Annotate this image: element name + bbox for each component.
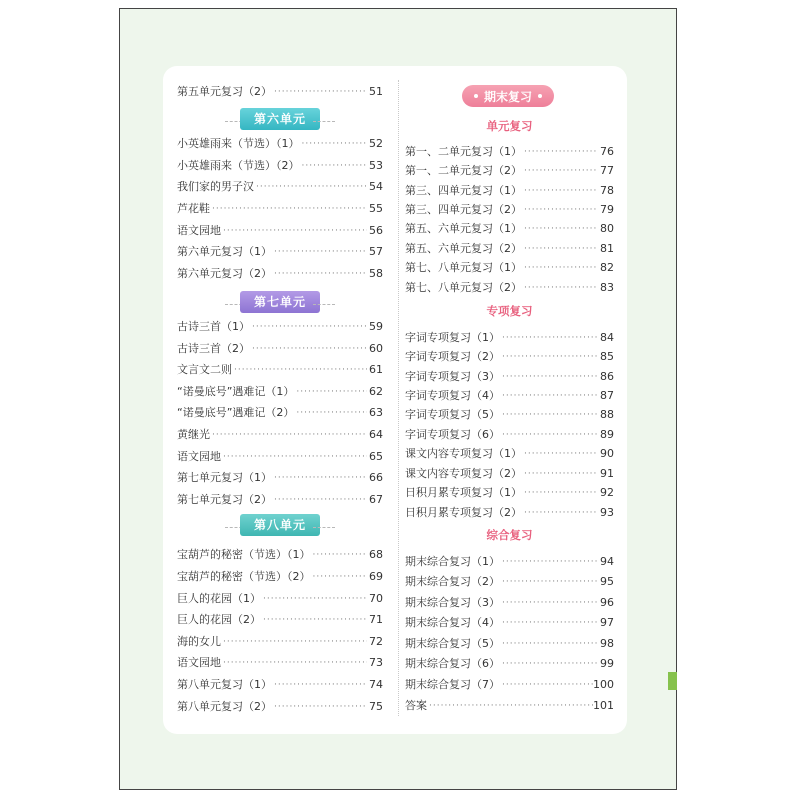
toc-right-column: [405, 0, 614, 800]
dot-leader: [300, 157, 368, 175]
dot-leader: [522, 143, 598, 161]
toc-entry[interactable]: [405, 426, 614, 444]
toc-entry-page: 95: [600, 575, 614, 588]
toc-entry[interactable]: [405, 484, 614, 502]
section-heading: 综合复习: [486, 528, 533, 542]
toc-entry-title: 课文内容专项复习（1）: [405, 447, 522, 460]
toc-entry[interactable]: [405, 573, 614, 591]
toc-entry[interactable]: [177, 200, 383, 218]
toc-entry-page: 99: [600, 657, 614, 670]
toc-entry[interactable]: [177, 546, 383, 564]
toc-entry-title: 第三、四单元复习（2）: [405, 203, 522, 216]
toc-entry[interactable]: [177, 448, 383, 466]
toc-entry-title: 第七单元复习（2）: [177, 493, 272, 506]
toc-entry-title: 宝葫芦的秘密（节选）（1）: [177, 548, 311, 561]
toc-entry-page: 90: [600, 447, 614, 460]
toc-entry[interactable]: [177, 265, 383, 283]
toc-entry-page: 53: [369, 159, 383, 172]
dot-leader: [522, 504, 598, 522]
toc-entry-page: 62: [369, 385, 383, 398]
toc-entry-page: 67: [369, 493, 383, 506]
toc-entry-page: 75: [369, 700, 383, 713]
toc-entry-page: 70: [369, 592, 383, 605]
toc-entry-title: 第一、二单元复习（2）: [405, 164, 522, 177]
unit-title: 第七单元: [240, 291, 320, 313]
dot-leader: [221, 633, 367, 651]
toc-entry-page: 60: [369, 342, 383, 355]
toc-entry-page: 61: [369, 363, 383, 376]
dot-leader: [250, 318, 367, 336]
toc-entry-title: 芦花鞋: [177, 202, 210, 215]
dot-leader: [522, 162, 598, 180]
dot-leader: [232, 361, 367, 379]
dot-leader: [300, 135, 368, 153]
toc-entry-page: 54: [369, 180, 383, 193]
toc-entry-title: 字词专项复习（4）: [405, 389, 500, 402]
dot-leader: [522, 220, 598, 238]
toc-entry-title: 语文园地: [177, 656, 221, 669]
toc-entry[interactable]: [177, 568, 383, 586]
toc-entry-page: 81: [600, 242, 614, 255]
toc-entry[interactable]: [405, 220, 614, 238]
toc-entry[interactable]: [405, 406, 614, 424]
toc-entry-page: 71: [369, 613, 383, 626]
toc-entry-title: 第七、八单元复习（1）: [405, 261, 522, 274]
toc-entry-title: 文言文二则: [177, 363, 232, 376]
toc-entry-title: 日积月累专项复习（2）: [405, 506, 522, 519]
toc-entry-title: 期末综合复习（7）: [405, 678, 500, 691]
toc-entry[interactable]: [405, 465, 614, 483]
toc-entry-title: 巨人的花园（2）: [177, 613, 261, 626]
toc-entry-title: “诺曼底号”遇难记（2）: [177, 406, 295, 419]
dot-leader: [500, 635, 598, 653]
toc-entry[interactable]: [177, 361, 383, 379]
dot-leader: [500, 655, 598, 673]
dot-leader: [261, 590, 367, 608]
toc-entry-title: “诺曼底号”遇难记（1）: [177, 385, 295, 398]
toc-entry[interactable]: [177, 611, 383, 629]
toc-entry-page: 64: [369, 428, 383, 441]
toc-left-column: [177, 0, 383, 800]
toc-entry[interactable]: [405, 259, 614, 277]
toc-entry-page: 73: [369, 656, 383, 669]
toc-entry-title: 语文园地: [177, 450, 221, 463]
dot-leader: [522, 279, 598, 297]
toc-entry-title: 巨人的花园（1）: [177, 592, 261, 605]
toc-entry[interactable]: [177, 157, 383, 175]
toc-entry-title: 宝葫芦的秘密（节选）（2）: [177, 570, 311, 583]
dot-leader: [500, 387, 598, 405]
toc-entry-title: 答案: [405, 699, 427, 712]
toc-entry-title: 第八单元复习（1）: [177, 678, 272, 691]
dot-leader: [500, 594, 598, 612]
toc-entry[interactable]: [177, 404, 383, 422]
toc-entry-page: 59: [369, 320, 383, 333]
toc-entry-title: 第七、八单元复习（2）: [405, 281, 522, 294]
toc-entry-page: 68: [369, 548, 383, 561]
dot-leader: [500, 676, 593, 694]
toc-entry[interactable]: [177, 318, 383, 336]
toc-entry-title: 字词专项复习（6）: [405, 428, 500, 441]
toc-entry-page: 52: [369, 137, 383, 150]
dot-leader: [221, 222, 367, 240]
banner-dashed-rule: [313, 527, 335, 528]
toc-entry[interactable]: [177, 135, 383, 153]
toc-entry[interactable]: [405, 201, 614, 219]
final-review-title: 期末复习: [483, 89, 532, 104]
toc-entry-page: 96: [600, 596, 614, 609]
toc-entry[interactable]: [405, 676, 614, 694]
toc-entry-title: 期末综合复习（3）: [405, 596, 500, 609]
toc-entry[interactable]: [405, 143, 614, 161]
toc-entry[interactable]: [405, 594, 614, 612]
toc-entry-title: 日积月累专项复习（1）: [405, 486, 522, 499]
toc-entry-page: 63: [369, 406, 383, 419]
toc-entry[interactable]: [177, 676, 383, 694]
toc-entry-title: 课文内容专项复习（2）: [405, 467, 522, 480]
toc-entry-title: 第五、六单元复习（1）: [405, 222, 522, 235]
toc-entry-page: 74: [369, 678, 383, 691]
dot-leader: [272, 491, 367, 509]
section-heading: 单元复习: [486, 119, 533, 133]
dot-leader: [522, 182, 598, 200]
dot-leader: [250, 340, 367, 358]
dot-leader: [427, 697, 593, 715]
unit-banner-6: [177, 108, 383, 130]
toc-entry-title: 第八单元复习（2）: [177, 700, 272, 713]
toc-entry[interactable]: [405, 614, 614, 632]
toc-entry-page: 58: [369, 267, 383, 280]
dot-leader: [311, 546, 368, 564]
toc-entry[interactable]: [405, 368, 614, 386]
toc-entry[interactable]: [177, 83, 383, 101]
dot-leader: [522, 259, 598, 277]
dot-leader: [500, 348, 598, 366]
toc-entry-title: 小英雄雨来（节选）（1）: [177, 137, 300, 150]
toc-entry-page: 55: [369, 202, 383, 215]
dot-leader: [311, 568, 368, 586]
toc-entry-page: 84: [600, 331, 614, 344]
dot-leader: [500, 426, 598, 444]
toc-entry-page: 57: [369, 245, 383, 258]
toc-entry-page: 66: [369, 471, 383, 484]
toc-entry[interactable]: [177, 426, 383, 444]
toc-entry-title: 海的女儿: [177, 635, 221, 648]
toc-entry-page: 51: [369, 85, 383, 98]
toc-entry[interactable]: [177, 178, 383, 196]
toc-entry-page: 56: [369, 224, 383, 237]
toc-entry-title: 语文园地: [177, 224, 221, 237]
toc-entry-page: 88: [600, 408, 614, 421]
toc-entry-page: 83: [600, 281, 614, 294]
toc-entry-page: 79: [600, 203, 614, 216]
toc-entry-title: 第五、六单元复习（2）: [405, 242, 522, 255]
banner-dashed-rule: [313, 121, 335, 122]
dot-leader: [272, 698, 367, 716]
page-edge-tab: [668, 672, 677, 690]
unit-title: 第六单元: [240, 108, 320, 130]
toc-entry-page: 100: [593, 678, 614, 691]
dot-leader: [221, 654, 367, 672]
toc-entry-page: 77: [600, 164, 614, 177]
dot-leader: [522, 445, 598, 463]
toc-entry-title: 第五单元复习（2）: [177, 85, 272, 98]
toc-entry-page: 91: [600, 467, 614, 480]
dot-leader: [272, 83, 367, 101]
toc-entry[interactable]: [405, 635, 614, 653]
toc-entry-title: 第六单元复习（2）: [177, 267, 272, 280]
toc-entry-title: 第六单元复习（1）: [177, 245, 272, 258]
toc-entry[interactable]: [177, 383, 383, 401]
dot-leader: [522, 201, 598, 219]
toc-entry-page: 89: [600, 428, 614, 441]
toc-entry[interactable]: [405, 182, 614, 200]
toc-entry-page: 69: [369, 570, 383, 583]
dot-leader: [272, 243, 367, 261]
toc-entry[interactable]: [405, 240, 614, 258]
toc-entry[interactable]: [405, 553, 614, 571]
toc-entry[interactable]: [405, 279, 614, 297]
dot-leader: [522, 240, 598, 258]
toc-entry[interactable]: [405, 162, 614, 180]
toc-entry-page: 72: [369, 635, 383, 648]
toc-entry-title: 期末综合复习（5）: [405, 637, 500, 650]
dot-leader: [221, 448, 367, 466]
toc-entry[interactable]: [405, 655, 614, 673]
dot-leader: [254, 178, 367, 196]
dot-leader: [500, 614, 598, 632]
toc-entry-page: 80: [600, 222, 614, 235]
dot-leader: [500, 573, 598, 591]
toc-entry-title: 字词专项复习（2）: [405, 350, 500, 363]
dot-leader: [210, 426, 367, 444]
dot-leader: [522, 465, 598, 483]
toc-entry-title: 古诗三首（1）: [177, 320, 250, 333]
toc-entry-title: 黄继光: [177, 428, 210, 441]
banner-dashed-rule: [313, 304, 335, 305]
dot-leader: [500, 329, 598, 347]
toc-entry-title: 字词专项复习（5）: [405, 408, 500, 421]
toc-entry-page: 92: [600, 486, 614, 499]
toc-entry-page: 65: [369, 450, 383, 463]
toc-entry[interactable]: [177, 340, 383, 358]
toc-entry[interactable]: [177, 243, 383, 261]
dot-leader: [500, 406, 598, 424]
dot-leader: [294, 383, 367, 401]
toc-entry-page: 98: [600, 637, 614, 650]
dot-leader: [272, 676, 367, 694]
toc-entry-page: 94: [600, 555, 614, 568]
toc-entry-title: 我们家的男子汉: [177, 180, 254, 193]
toc-entry[interactable]: [177, 633, 383, 651]
toc-entry[interactable]: [177, 654, 383, 672]
toc-entry[interactable]: [405, 348, 614, 366]
toc-entry[interactable]: [405, 329, 614, 347]
toc-entry[interactable]: [177, 698, 383, 716]
dot-leader: [522, 484, 598, 502]
toc-entry-title: 第七单元复习（1）: [177, 471, 272, 484]
toc-entry[interactable]: [177, 469, 383, 487]
dot-leader: [500, 553, 598, 571]
toc-entry-page: 93: [600, 506, 614, 519]
toc-entry[interactable]: [177, 222, 383, 240]
toc-entry-title: 期末综合复习（4）: [405, 616, 500, 629]
toc-entry[interactable]: [405, 504, 614, 522]
unit-title: 第八单元: [240, 514, 320, 536]
toc-entry-title: 字词专项复习（1）: [405, 331, 500, 344]
dot-leader: [210, 200, 367, 218]
toc-entry[interactable]: [405, 697, 614, 715]
toc-entry-title: 第一、二单元复习（1）: [405, 145, 522, 158]
column-divider: [398, 80, 399, 716]
toc-entry-page: 78: [600, 184, 614, 197]
dot-leader: [272, 469, 367, 487]
unit-banner-7: [177, 291, 383, 313]
dot-leader: [272, 265, 367, 283]
toc-entry-page: 82: [600, 261, 614, 274]
toc-entry-page: 86: [600, 370, 614, 383]
toc-entry-title: 期末综合复习（1）: [405, 555, 500, 568]
toc-entry-title: 小英雄雨来（节选）（2）: [177, 159, 300, 172]
dot-leader: [261, 611, 367, 629]
toc-entry-page: 101: [593, 699, 614, 712]
dot-leader: [500, 368, 598, 386]
toc-entry-title: 字词专项复习（3）: [405, 370, 500, 383]
toc-entry[interactable]: [405, 445, 614, 463]
toc-entry-title: 期末综合复习（6）: [405, 657, 500, 670]
toc-entry-page: 76: [600, 145, 614, 158]
toc-entry-page: 87: [600, 389, 614, 402]
toc-entry-title: 古诗三首（2）: [177, 342, 250, 355]
toc-entry[interactable]: [177, 491, 383, 509]
section-heading: 专项复习: [486, 304, 533, 318]
toc-entry-title: 期末综合复习（2）: [405, 575, 500, 588]
toc-entry[interactable]: [177, 590, 383, 608]
toc-entry-page: 85: [600, 350, 614, 363]
unit-banner-8: [177, 514, 383, 536]
toc-entry[interactable]: [405, 387, 614, 405]
toc-entry-title: 第三、四单元复习（1）: [405, 184, 522, 197]
toc-entry-page: 97: [600, 616, 614, 629]
dot-leader: [294, 404, 367, 422]
